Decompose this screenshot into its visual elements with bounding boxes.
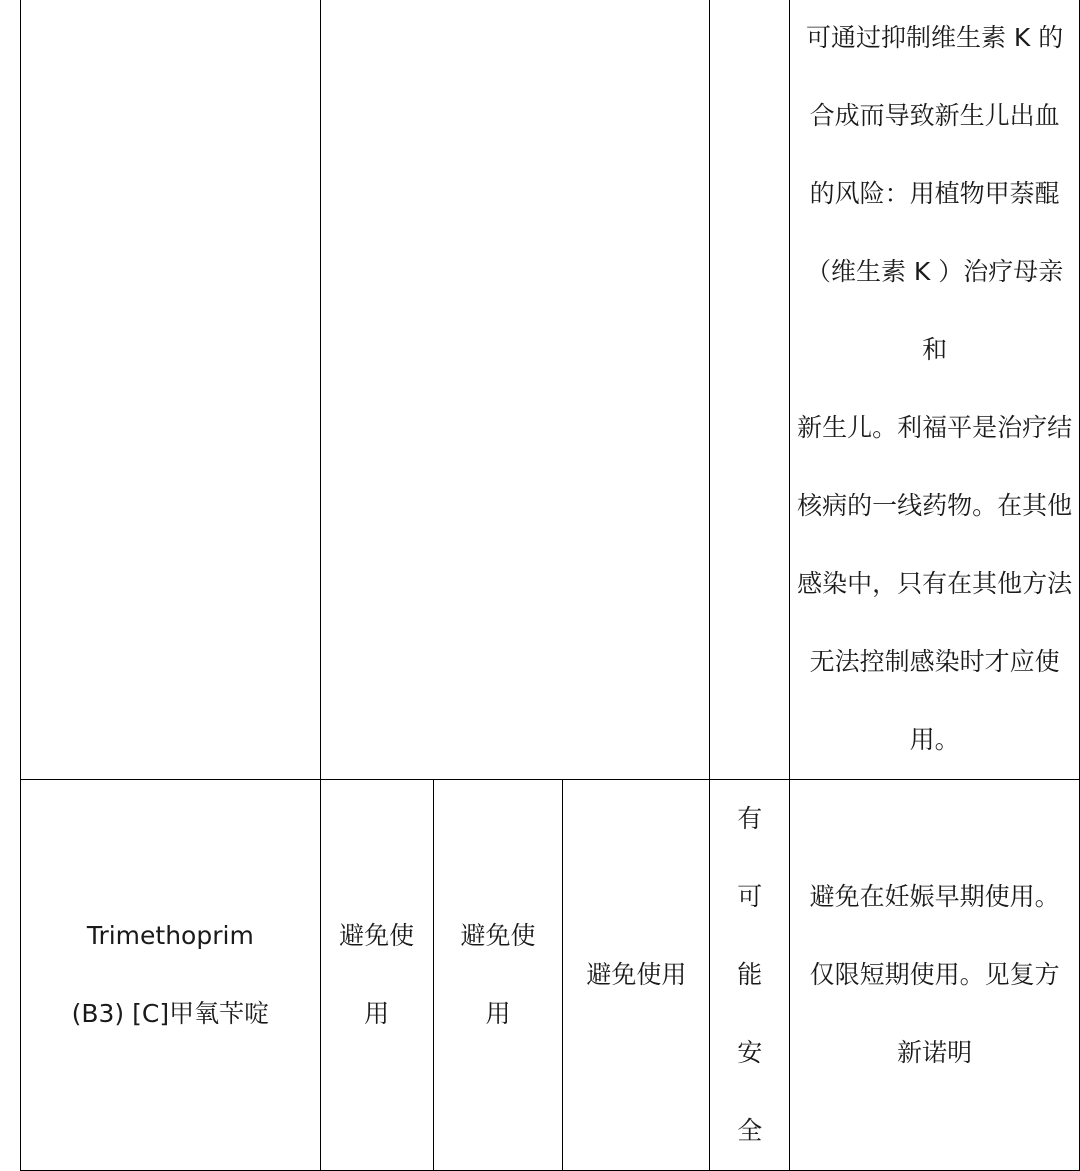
table-row — [21, 780, 1080, 1171]
usage-cell-2 — [433, 780, 563, 1171]
drug-name-cell — [21, 0, 321, 780]
notes-cell — [790, 0, 1080, 780]
notes-line: 的风险：用植物甲萘醌 — [809, 179, 1060, 208]
safety-char: 安 — [737, 1038, 763, 1067]
usage-cell-1 — [320, 780, 433, 1171]
usage-text: 避免使用 — [586, 960, 687, 989]
safety-char: 可 — [737, 882, 763, 911]
notes-line: 用。 — [909, 725, 960, 754]
table-row — [21, 0, 1080, 780]
drug-name-english: Trimethoprim — [86, 921, 254, 950]
notes-line: 仅限短期使用。见复方 — [809, 960, 1060, 989]
usage-text: 避免使 — [460, 921, 536, 950]
notes-line: 合成而导致新生儿出血 — [809, 101, 1060, 130]
notes-line: 新诺明 — [897, 1038, 973, 1067]
safety-cell — [710, 780, 790, 1171]
notes-line: 新生儿。利福平是治疗结 — [797, 413, 1073, 442]
usage-cell-merged — [320, 0, 710, 780]
drug-table — [20, 0, 1080, 1171]
usage-text: 避免使 — [339, 921, 415, 950]
usage-text: 用 — [485, 999, 511, 1028]
notes-line: （维生素 K ）治疗母亲和 — [805, 257, 1064, 364]
safety-char: 能 — [737, 960, 763, 989]
usage-text: 用 — [364, 999, 390, 1028]
notes-line: 核病的一线药物。在其他 — [797, 491, 1073, 520]
notes-cell — [790, 780, 1080, 1171]
notes-line: 避免在妊娠早期使用。 — [809, 882, 1060, 911]
safety-char: 全 — [737, 1116, 763, 1145]
notes-line: 可通过抑制维生素 K 的 — [805, 23, 1064, 52]
notes-line: 感染中，只有在其他方法 — [797, 569, 1073, 598]
drug-name-cell — [21, 780, 321, 1171]
notes-line: 无法控制感染时才应使 — [809, 647, 1060, 676]
drug-name-chinese: (B3) [C]甲氧苄啶 — [71, 999, 270, 1028]
safety-char: 有 — [737, 804, 763, 833]
usage-cell-3 — [563, 780, 710, 1171]
safety-cell — [710, 0, 790, 780]
